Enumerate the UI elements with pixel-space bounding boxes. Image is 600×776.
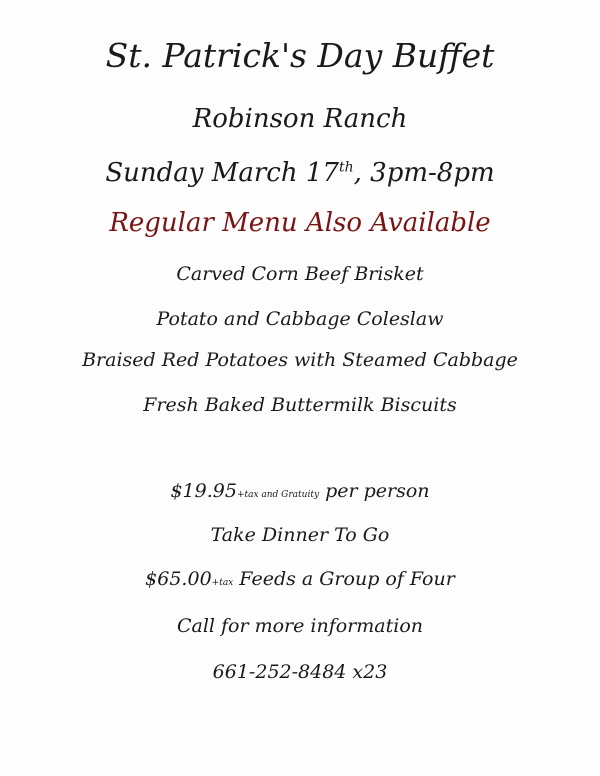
menu-item: Carved Corn Beef Brisket bbox=[176, 263, 424, 285]
group-amount: $65.00 bbox=[145, 568, 212, 590]
call-info: Call for more information bbox=[176, 615, 424, 637]
date-time: , 3pm-8pm bbox=[353, 158, 495, 188]
group-price bbox=[0, 568, 600, 590]
venue-name: Robinson Ranch bbox=[192, 104, 408, 134]
price-per-person bbox=[0, 480, 600, 502]
phone-number: 661-252-8484 x23 bbox=[212, 661, 388, 683]
menu-item: Braised Red Potatoes with Steamed Cabbage bbox=[82, 349, 518, 371]
date-main: Sunday March 17 bbox=[105, 158, 339, 188]
group-text: Feeds a Group of Four bbox=[233, 568, 455, 590]
group-note: +tax bbox=[211, 578, 234, 588]
menu-item: Fresh Baked Buttermilk Biscuits bbox=[143, 394, 457, 416]
price-unit: per person bbox=[319, 480, 430, 502]
price-note: +tax and Gratuity bbox=[236, 490, 320, 500]
take-dinner-to-go: Take Dinner To Go bbox=[210, 524, 390, 546]
flyer-title: St. Patrick's Day Buffet bbox=[105, 36, 495, 75]
regular-menu-note: Regular Menu Also Available bbox=[109, 208, 491, 238]
price-amount: $19.95 bbox=[170, 480, 237, 502]
menu-item: Potato and Cabbage Coleslaw bbox=[156, 308, 444, 330]
date-suffix: th bbox=[338, 159, 354, 176]
event-date bbox=[0, 158, 600, 188]
